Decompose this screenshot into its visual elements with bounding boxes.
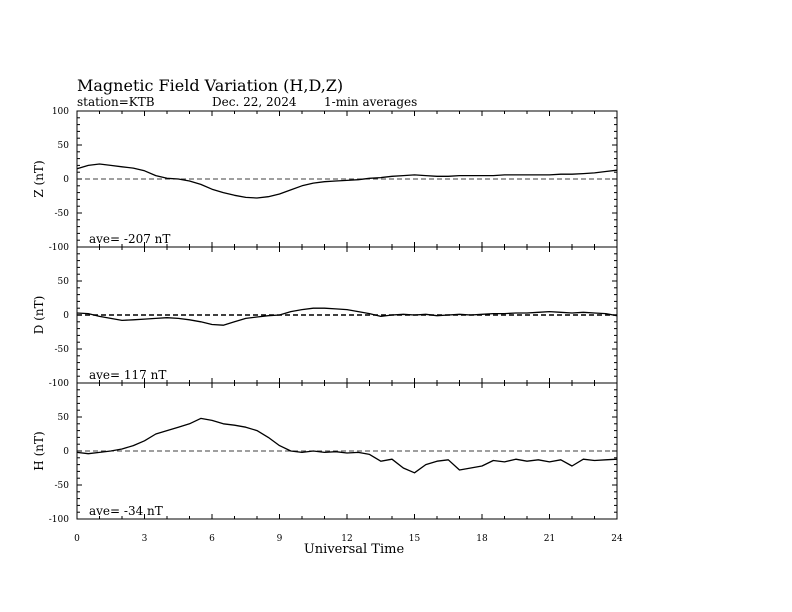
panel-z (32, 107, 617, 253)
chart-title: Magnetic Field Variation (H,D,Z) (77, 76, 344, 95)
y-tick-label-h: -100 (48, 515, 69, 525)
x-tick-label: 15 (408, 534, 421, 544)
ave-label-z: ave= -207 nT (89, 232, 171, 246)
date-label: Dec. 22, 2024 (212, 95, 297, 109)
y-tick-label-d: -100 (48, 379, 69, 389)
x-tick-label: 12 (341, 534, 353, 544)
panels-group (32, 107, 617, 525)
y-axis-label-h: H (nT) (32, 431, 46, 471)
panel-h (32, 383, 617, 525)
x-tick-label: 6 (209, 534, 215, 544)
series-line-z (77, 164, 617, 198)
series-line-h (77, 418, 617, 472)
ave-label-d: ave= 117 nT (89, 368, 167, 382)
x-axis-label: Universal Time (303, 542, 405, 557)
y-axis-label-d: D (nT) (32, 295, 46, 335)
x-tick-label: 3 (141, 534, 148, 544)
x-tick-label: 9 (276, 534, 283, 544)
averaging-label: 1-min averages (324, 95, 418, 109)
y-tick-label-z: -100 (48, 243, 69, 253)
y-axis-label-z: Z (nT) (32, 160, 46, 198)
x-tick-label: 18 (476, 534, 488, 544)
x-tick-label: 0 (74, 534, 80, 544)
y-tick-label-d: 50 (57, 277, 69, 287)
ave-label-h: ave= -34 nT (89, 504, 163, 518)
panel-d (32, 247, 617, 389)
y-tick-label-z: 50 (57, 141, 69, 151)
y-tick-label-d: -50 (54, 345, 69, 355)
x-tick-label: 24 (611, 534, 623, 544)
station-label: station=KTB (77, 95, 155, 109)
y-tick-label-z: 0 (63, 175, 69, 185)
y-tick-label-z: 100 (51, 107, 69, 117)
y-tick-label-d: 0 (63, 311, 69, 321)
series-line-d (77, 308, 617, 325)
x-tick-label: 21 (543, 534, 556, 544)
y-tick-label-h: 0 (63, 447, 69, 457)
y-tick-label-h: 50 (57, 413, 69, 423)
y-tick-label-z: -50 (54, 209, 69, 219)
y-tick-label-h: -50 (54, 481, 69, 491)
